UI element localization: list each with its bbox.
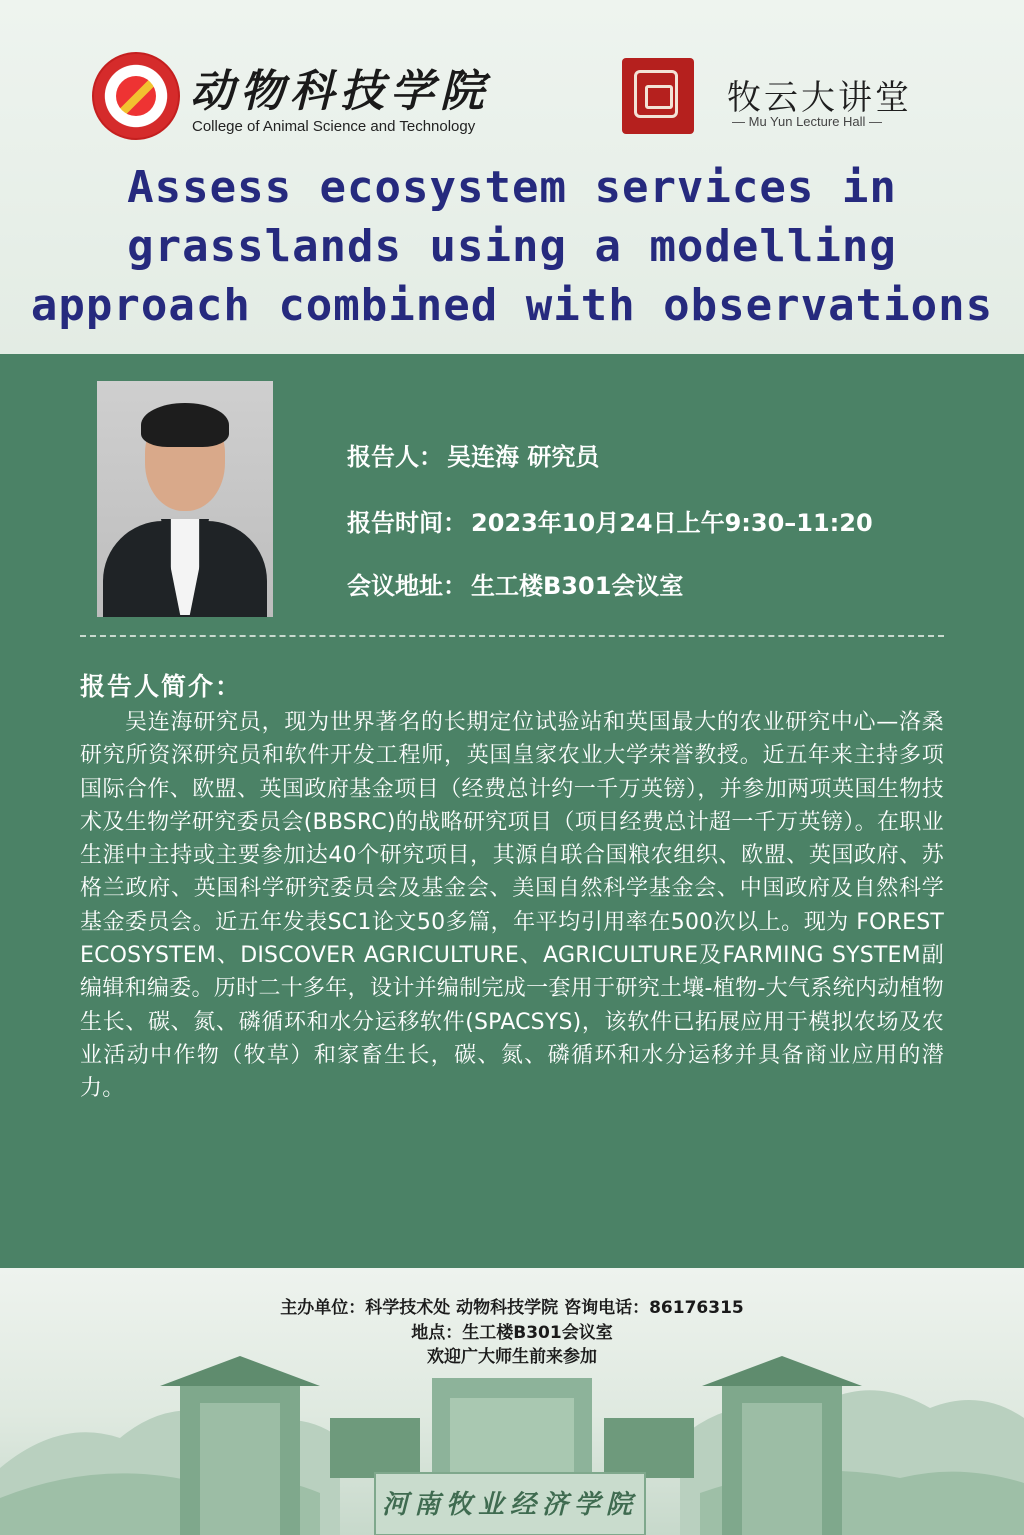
speaker-label: 报告人： [347,443,443,471]
college-name-cn: 动物科技学院 [190,66,490,117]
title-line: approach combined with observations [30,280,994,331]
venue-row [347,566,683,601]
welcome-line: 欢迎广大师生前来参加 [427,1347,597,1367]
bio-text: 吴连海研究员，现为世界著名的长期定位试验站和英国最大的农业研究中心—洛桑研究所资深研究员和软件开发工程师，英国皇家农业大学荣誉教授。近五年来主持多项国际合作、欧盟、英国政府基金项目（经费总计约一千万英镑），并参加两项英国生物技术及生物学研究委员会(BBSRC)的战略研究项目（项目经费总计超一千万英镑）。在职业生涯中主持或主要参加达40个研究项目，其源自联合国粮农组织、欧盟、英国政府、苏格兰政府、英国科学研究委员会及基金会、美国自然科学基金会、中国政府及自然科学基金委员会。近五年发表SC1论文50多篇，年平均引用率在500次以上。现为 FOREST ECOSYSTEM、DISCOVER AGRICULTURE、AGRICULTURE及FARMING SYSTEM副编辑和编委。历时二十多年，设计并编制完成一套用于研究土壤-植物-大气系统内动植物生长、碳、氮、磷循环和水分运移软件(SPACSYS)，该软件已拓展应用于模拟农场及农业活动中作物（牧草）和家畜生长，碳、氮、磷循环和水分运移并具备商业应用的潜力。 [80,710,944,1102]
lecture-hall-name-cn: 牧云大讲堂 [727,78,912,118]
time-row [347,503,873,538]
gate-inscription: 河南牧业经济学院 [381,1490,639,1520]
title-line: grasslands using a modelling [127,221,897,272]
lecture-hall-name-en: — Mu Yun Lecture Hall — [732,114,883,129]
college-emblem-icon [92,52,180,140]
dashed-divider [80,635,944,637]
speaker-photo [97,381,273,617]
time-value: 2023年10月24日上午9:30–11:20 [471,509,873,537]
title-line: Assess ecosystem services in [127,162,897,213]
poster-header [0,0,1024,354]
organizer-line: 主办单位：科学技术处 动物科技学院 咨询电话：86176315 [280,1298,744,1318]
venue-value: 生工楼B301会议室 [471,572,684,600]
speaker-row [347,437,599,472]
speaker-value: 吴连海 研究员 [447,443,600,471]
lecture-title [0,158,1024,335]
poster-footer [0,1268,1024,1535]
college-name-en: College of Animal Science and Technology [192,118,476,135]
bio-heading: 报告人简介： [80,672,243,701]
red-seal-icon [622,58,694,134]
venue-label: 会议地址： [347,572,467,600]
time-label: 报告时间： [347,509,467,537]
location-line: 地点：生工楼B301会议室 [411,1323,613,1343]
